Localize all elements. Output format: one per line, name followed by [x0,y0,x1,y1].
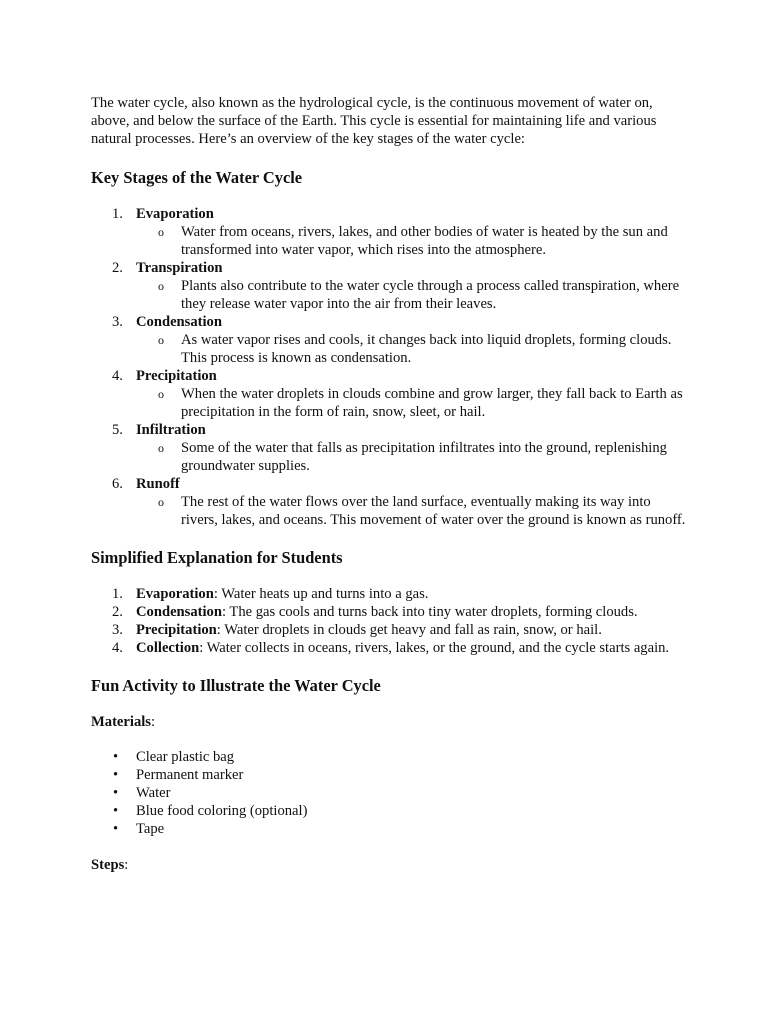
term: Evaporation [136,586,214,602]
intro-paragraph: The water cycle, also known as the hydrological cycle, is the continuous movement of water on, above, and below the surface of the Earth. This cycle is essential for maintaining life and various natural processes. Here’s an overview of the key stages of the water cycle: [91,95,657,147]
circle-bullet-icon: o [158,225,164,239]
list-item [91,475,686,529]
list-number: 4. [112,368,123,384]
stage-detail: When the water droplets in clouds combine and grow larger, they fall back to Earth as precipitation in the form of rain, snow, sleet, or hail. [181,386,683,420]
list-number: 3. [112,314,123,330]
list-item [91,802,686,820]
list-item [91,259,686,313]
circle-bullet-icon: o [158,279,164,293]
list-item [91,748,686,766]
list-number: 3. [112,622,123,638]
circle-bullet-icon: o [158,387,164,401]
term-text: : The gas cools and turns back into tiny water droplets, forming clouds. [221,604,638,620]
list-item [91,205,686,259]
material-text: Permanent marker [136,767,244,783]
term: Collection [136,640,200,656]
material-text: Blue food coloring (optional) [136,803,308,819]
stage-detail-item [91,385,686,421]
steps-label: Steps [91,857,125,873]
steps-colon: : [124,857,129,873]
materials-label-line [91,713,686,731]
list-number: 1. [112,206,123,222]
materials-label: Materials [91,714,151,730]
key-stages-heading: Key Stages of the Water Cycle [91,168,303,187]
list-item [91,585,686,603]
material-text: Water [136,785,171,801]
stage-detail: Plants also contribute to the water cycle through a process called transpiration, where they release water vapor into the air from their leaves. [181,278,680,312]
stage-title: Infiltration [136,422,206,438]
stage-detail-item [91,439,686,475]
material-text: Clear plastic bag [136,749,235,765]
circle-bullet-icon: o [158,441,164,455]
term-text: : Water heats up and turns into a gas. [213,586,429,602]
stage-detail: Water from oceans, rivers, lakes, and other bodies of water is heated by the sun and transformed into water vapor, which rises into the atmosphere. [181,224,668,258]
stage-title: Precipitation [136,368,217,384]
list-number: 2. [112,604,123,620]
stage-detail-item [91,493,686,529]
term-text: : Water collects in oceans, rivers, lakes, or the ground, and the cycle starts again. [199,640,670,656]
stage-title: Evaporation [136,206,214,222]
stage-detail-item [91,331,686,367]
list-item [91,784,686,802]
list-number: 4. [112,640,123,656]
stage-detail: The rest of the water flows over the land surface, eventually making its way into rivers, lakes, and oceans. This movement of water over the ground is known as runoff. [181,494,686,528]
list-item [91,820,686,838]
list-number: 6. [112,476,123,492]
list-item [91,367,686,421]
bullet-icon: • [113,821,119,837]
materials-list [91,748,686,838]
stage-title: Runoff [136,476,180,492]
bullet-icon: • [113,767,119,783]
circle-bullet-icon: o [158,495,164,509]
bullet-icon: • [113,749,119,765]
list-item [91,603,686,621]
term: Condensation [136,604,222,620]
list-item [91,421,686,475]
document-body [91,94,686,874]
stage-detail-item [91,223,686,259]
material-text: Tape [136,821,165,837]
list-item [91,621,686,639]
stage-title: Transpiration [136,260,223,276]
list-item [91,639,686,657]
activity-heading: Fun Activity to Illustrate the Water Cycle [91,676,381,695]
stage-detail-item [91,277,686,313]
circle-bullet-icon: o [158,333,164,347]
list-number: 5. [112,422,123,438]
bullet-icon: • [113,803,119,819]
materials-colon: : [150,714,156,730]
stage-detail: As water vapor rises and cools, it changes back into liquid droplets, forming clouds. This process is known as condensation. [181,332,672,366]
list-number: 1. [112,586,123,602]
stage-detail: Some of the water that falls as precipitation infiltrates into the ground, replenishing groundwater supplies. [181,440,667,474]
term: Precipitation [136,622,217,638]
list-item [91,766,686,784]
simplified-list [91,585,686,657]
list-number: 2. [112,260,123,276]
term-text: : Water droplets in clouds get heavy and fall as rain, snow, or hail. [216,622,602,638]
stage-title: Condensation [136,314,222,330]
simplified-heading: Simplified Explanation for Students [91,548,343,567]
bullet-icon: • [113,785,119,801]
list-item [91,313,686,367]
steps-label-line [91,856,686,874]
key-stages-list [91,205,686,529]
